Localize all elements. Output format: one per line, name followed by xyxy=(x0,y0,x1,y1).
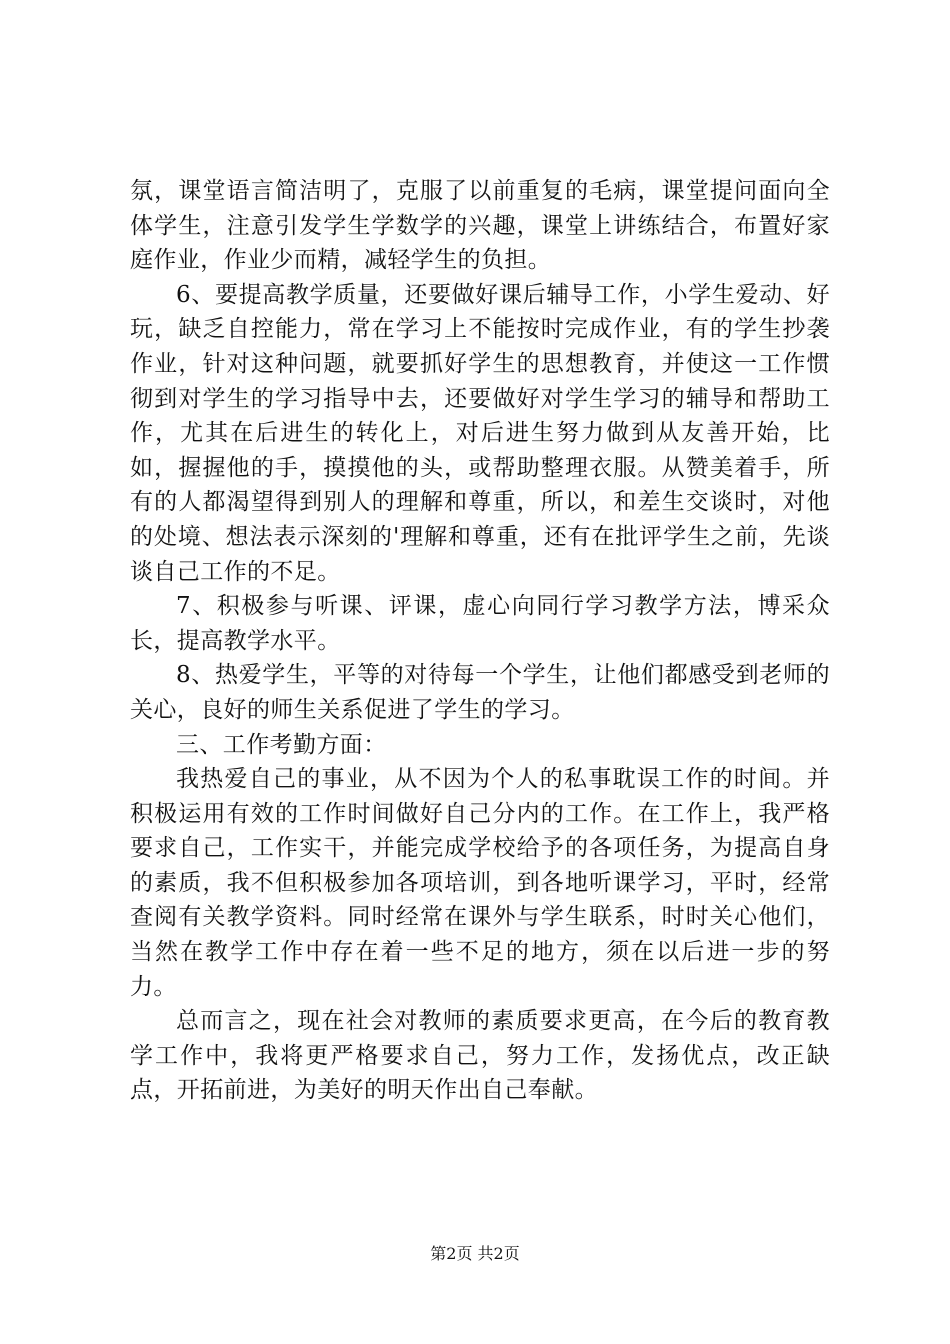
section-heading-attendance: 三、工作考勤方面： xyxy=(176,731,387,758)
paragraph-item-6: 6、要提高教学质量，还要做好课后辅导工作，小学生爱动、好玩，缺乏自控能力，常在学习上不能按时完成作业，有的学生抄袭作业，针对这种问题，就要抓好学生的思想教育，并使这一工作惯彻到对学生的学习指导中去，还要做好对学生学习的辅导和帮助工作，尤其在后进生的转化上，对后进生努力做到从友善开始，比如，握握他的手，摸摸他的头，或帮助整理衣服。从赞美着手，所有的人都渴望得到别人的理解和尊重，所以，和差生交谈时，对他的处境、想法表示深刻的'理解和尊重，还有在批评学生之前，先谈谈自己工作的不足。 xyxy=(130,281,830,585)
paragraph-attendance: 我热爱自己的事业，从不因为个人的私事耽误工作的时间。并积极运用有效的工作时间做好自己分内的工作。在工作上，我严格要求自己，工作实干，并能完成学校给予的各项任务，为提高自身的素质，我不但积极参加各项培训，到各地听课学习，平时，经常查阅有关教学资料。同时经常在课外与学生联系，时时关心他们，当然在教学工作中存在着一些不足的地方，须在以后进一步的努力。 xyxy=(130,766,830,1000)
paragraph-conclusion: 总而言之，现在社会对教师的素质要求更高，在今后的教育教学工作中，我将更严格要求自己，努力工作，发扬优点，改正缺点，开拓前进，为美好的明天作出自己奉献。 xyxy=(130,1008,830,1104)
page-footer: 第2页 共2页 xyxy=(430,1244,520,1263)
paragraph-item-8: 8、热爱学生，平等的对待每一个学生，让他们都感受到老师的关心，良好的师生关系促进了学生的学习。 xyxy=(130,662,830,723)
paragraph-continuation: 氛，课堂语言简洁明了，克服了以前重复的毛病，课堂提问面向全体学生，注意引发学生学数学的兴趣，课堂上讲练结合，布置好家庭作业，作业少而精，减轻学生的负担。 xyxy=(130,178,830,274)
document-body xyxy=(130,174,830,1108)
paragraph-item-7: 7、积极参与听课、评课，虚心向同行学习教学方法，博采众长，提高教学水平。 xyxy=(130,593,830,654)
